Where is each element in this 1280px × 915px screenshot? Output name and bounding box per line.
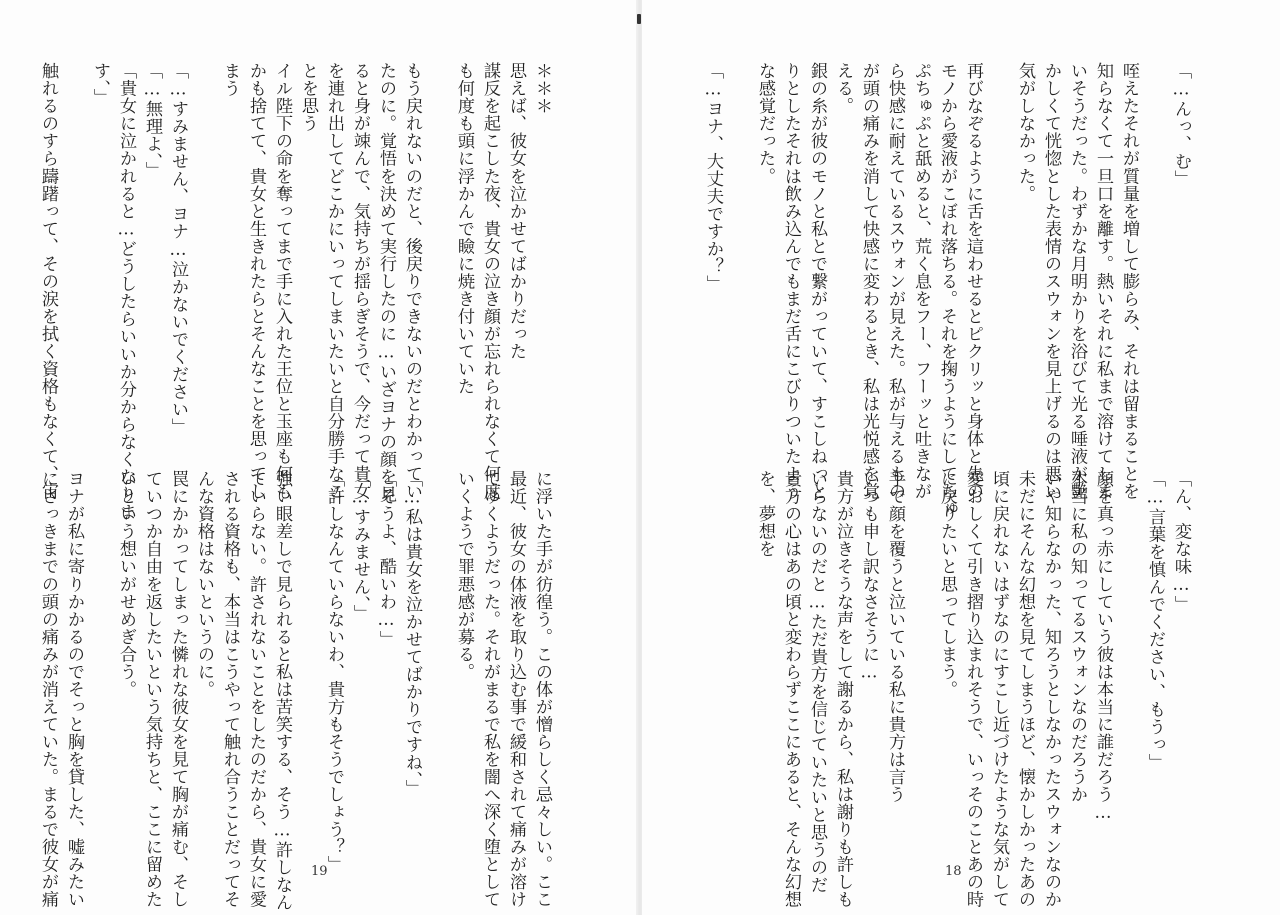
right-page-bottom-line: 貴方が泣きそうな声をして謝るから、私は謝りも許しも xyxy=(833,470,853,908)
left-page-bottom-line: される資格も、本当はこうやって触れ合うことだってそ xyxy=(220,470,240,908)
left-page-top-line xyxy=(425,62,451,520)
right-page-bottom-line: 「ん、変な味…」 xyxy=(1171,470,1191,613)
left-page-bottom-line: いくようで罪悪感が募る。 xyxy=(454,470,474,681)
right-page-top-line: かしくて恍惚とした表情のスウォンを見上げるのは悪い xyxy=(1041,62,1061,500)
page-number-19: 19 xyxy=(311,864,328,879)
left-page-top-line: たのに。覚悟を決めて実行したのに…いざヨナの顔を見 xyxy=(376,62,396,503)
right-page-bottom-line: いつも申し訳なさそうに… xyxy=(859,470,879,684)
page-number-18: 18 xyxy=(945,864,962,879)
left-page-bottom-line: ていらない。許されないことをしたのだから、貴女に愛 xyxy=(246,470,266,908)
left-page-top-line: まう xyxy=(220,62,240,98)
left-page-top-line xyxy=(191,62,217,520)
right-page-top-line: 再びなぞるように舌を這わせるとピクリッと身体と先の xyxy=(963,62,983,500)
page-19 xyxy=(0,0,638,915)
left-page-bottom-line: ていつか自由を返したいという気持ちと、ここに留めた xyxy=(142,470,162,908)
left-page-top-line: もう戻れないのだと、後戻りできないのだとわかってい xyxy=(402,62,422,500)
right-page-top-line: りとしたそれは飲み込んでもまだ舌にこびりついたよう xyxy=(781,62,801,500)
right-page-bottom-line: 愛おしくて引き摺り込まれそうで、いっそのことあの時 xyxy=(963,470,983,908)
left-page-top-line: 「貴女に泣かれると…どうしたらいいか分からなくなりま xyxy=(116,62,136,521)
page-18 xyxy=(642,0,1280,915)
left-page-top-line xyxy=(61,62,87,520)
right-page-top-line: える。 xyxy=(833,62,853,115)
right-page-top-line: な感覚だった。 xyxy=(755,62,775,185)
left-page-bottom-line: 「…すみません、」 xyxy=(350,470,370,622)
left-page-top-line: ると身が竦んで、気持ちが揺らぎそうで、今だって貴女 xyxy=(350,62,370,500)
left-page-bottom-line: てゆくようだった。それがまるで私を闇へ深く堕として xyxy=(480,470,500,908)
right-page-top-line xyxy=(986,62,1012,518)
left-page-top-line: 触れるのすら躊躇って、その涙を拭く資格もなくて、宙 xyxy=(38,62,58,500)
right-page-bottom-line: いらないのだと…ただ貴方を信じていたいと思うのだ xyxy=(807,470,827,894)
right-page-bottom-line: に戻りたいと思ってしまう。 xyxy=(937,470,957,698)
left-page-bottom-line xyxy=(425,470,451,911)
right-page-bottom-block xyxy=(752,470,1194,908)
left-page-bottom-line: 「…私は貴女を泣かせてばかりですね、」 xyxy=(402,470,422,798)
right-page-top-line xyxy=(1142,62,1168,518)
right-page-bottom-line: 手で顔を覆うと泣いている私に貴方は言う xyxy=(885,470,905,803)
right-page-bottom-line xyxy=(1116,470,1142,908)
left-page-bottom-line xyxy=(87,470,113,911)
left-page-bottom-line: んな資格はないというのに。 xyxy=(194,470,214,698)
left-page-bottom-line xyxy=(295,470,321,911)
left-page-top-line: も何度も頭に浮かんで瞼に焼き付いていた xyxy=(454,62,474,395)
right-page-top-line: が頭の痛みを消して快感に変わるとき、私は光悦感を覚 xyxy=(859,62,879,500)
gutter-mark xyxy=(637,14,641,24)
right-page-bottom-line: 未だにそんな幻想を見てしまうほど、懐かしかったあの xyxy=(1015,470,1035,908)
left-page-top-line: かも捨てて、貴女と生きれたらとそんなことを思ってし xyxy=(246,62,266,500)
left-page-bottom-line: 「許しなんていらないわ、貴方もそうでしょう？」 xyxy=(324,470,344,873)
left-page-top-line: 「…無理よ、」 xyxy=(142,62,162,179)
left-page-top-block xyxy=(35,62,555,520)
right-page-top-block xyxy=(700,62,1194,518)
right-page-top-line: ぷちゅぷと舐めると、荒く息をフー、フーッと吐きなが xyxy=(911,62,931,500)
right-page-bottom-line xyxy=(908,470,934,908)
right-page-bottom-line: 顔を真っ赤にしていう彼は本当に誰だろう… xyxy=(1093,470,1113,824)
right-page-top-line: モノから愛液がこぼれ落ちる。それを掬うようにしてちゅ xyxy=(937,62,957,518)
right-page-bottom-line: 貴方の心はあの頃と変わらずここにあると、そんな幻想 xyxy=(781,470,801,908)
left-page-bottom-block xyxy=(35,470,555,911)
left-page-bottom-line: 最近、彼女の体液を取り込む事で緩和されて痛みが溶け xyxy=(506,470,526,908)
left-page-bottom-line: 強い眼差しで見られると私は苦笑する、そう…許しなん xyxy=(272,470,292,911)
right-page-top-line xyxy=(726,62,752,518)
right-page-bottom-line: 本当に私の知ってるスウォンなのだろうか xyxy=(1067,470,1087,803)
right-page-bottom-line: 頃に戻れないはずなのにすこし近づけたような気がして xyxy=(989,470,1009,908)
left-page-top-line: イル陛下の命を奪ってまで手に入れた王位と玉座も何も xyxy=(272,62,292,500)
left-page-top-line: す、」 xyxy=(90,62,110,106)
left-page-top-line: 思えば、彼女を泣かせてばかりだった xyxy=(506,62,526,360)
right-page-top-line: 銀の糸が彼のモノと私とで繋がっていて、すこしねっと xyxy=(807,62,827,500)
right-page-bottom-line: 「…言葉を慎んでください、もうっ」 xyxy=(1145,470,1165,771)
right-page-top-line: ら快感に耐えているスウォンが見えた。私が与えるもの xyxy=(885,62,905,500)
right-page-top-line: いそうだった。わずかな月明かりを浴びて光る唾液が艶 xyxy=(1067,62,1087,500)
left-page-bottom-line: 「そうよ、酷いわ…」 xyxy=(376,470,396,648)
left-page-bottom-line: にさっきまでの頭の痛みが消えていた。まるで彼女が痛 xyxy=(38,470,58,908)
right-page-top-line: 「…ヨナ、大丈夫ですか？」 xyxy=(703,62,723,293)
right-page-top-line: 知らなくて一旦口を離す。熱いそれに私まで溶けてしま xyxy=(1093,62,1113,500)
left-page-bottom-line: ヨナが私に寄りかかるのでそっと胸を貸した、嘘みたい xyxy=(64,470,84,908)
left-page-bottom-line: いという想いがせめぎ合う。 xyxy=(116,470,136,698)
left-page-bottom-line: に浮いた手が彷徨う。この体が憎らしく忌々しい。ここ xyxy=(532,470,552,908)
left-page-top-line: ＊＊＊ xyxy=(532,62,552,115)
left-page-top-line: 「…すみません、ヨナ…泣かないでください」 xyxy=(168,62,188,436)
left-page-top-line: 謀反を起こした夜、貴女の泣き顔が忘れられなくて何度 xyxy=(480,62,500,500)
right-page-top-line: 気がしなかった。 xyxy=(1015,62,1035,203)
left-page-bottom-line: 罠にかかってしまった憐れな彼女を見て胸が痛む、そし xyxy=(168,470,188,908)
right-page-bottom-line: いや知らなかった、知ろうとしなかったスウォンなのか xyxy=(1041,470,1061,908)
left-page-top-line: とを思う xyxy=(298,62,318,133)
left-page-top-line: を連れ出してどこかにいってしまいたいと自分勝手なこ xyxy=(324,62,344,500)
right-page-top-line: 咥えたそれが質量を増して膨らみ、それは留まることを xyxy=(1119,62,1139,500)
right-page-bottom-line: を、夢想を xyxy=(755,470,775,558)
right-page-top-line: 「…んっ、む」 xyxy=(1171,62,1191,188)
